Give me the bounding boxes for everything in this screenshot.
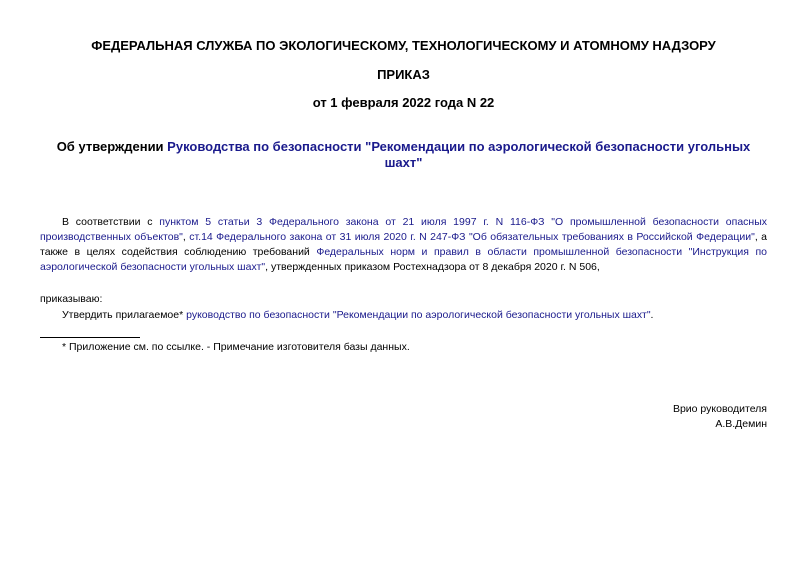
agency-name: ФЕДЕРАЛЬНАЯ СЛУЖБА ПО ЭКОЛОГИЧЕСКОМУ, ТЕХНОЛОГИЧЕСКОМУ И АТОМНОМУ НАДЗОРУ bbox=[91, 38, 716, 53]
preamble-text-4: , утвержденных приказом Ростехнадзора от 8 декабря 2020 г. N 506, bbox=[265, 261, 600, 273]
footnote-divider bbox=[40, 337, 140, 338]
title-link[interactable]: Руководства по безопасности "Рекомендации по аэрологической безопасности угольных шахт" bbox=[167, 139, 751, 170]
signatory-name: А.В.Демин bbox=[715, 418, 767, 430]
preamble-paragraph bbox=[40, 215, 767, 275]
preamble-text-2: , bbox=[182, 231, 190, 243]
federal-norms-link[interactable]: Федеральных норм и правил в области промышленной безопасности "Инструкция по аэрологической безопасности угольных шахт" bbox=[40, 246, 767, 273]
law-116-link[interactable]: пунктом 5 статьи 3 Федерального закона от 21 июля 1997 г. N 116-ФЗ "О промышленной безопасности опасных производственных объектов" bbox=[40, 216, 767, 243]
law-247-link[interactable]: ст.14 Федерального закона от 31 июля 2020 г. N 247-ФЗ "Об обязательных требованиях в Российской Федерации" bbox=[189, 231, 755, 243]
order-date: от 1 февраля 2022 года N 22 bbox=[312, 95, 495, 110]
document-title bbox=[40, 139, 767, 171]
document-type: ПРИКАЗ bbox=[377, 67, 430, 82]
guidance-link[interactable]: руководство по безопасности "Рекомендации по аэрологической безопасности угольных шахт" bbox=[186, 309, 651, 321]
approve-text-1: Утвердить прилагаемое* bbox=[62, 309, 187, 321]
preamble-text-3: , а также в целях содействия соблюдению требований bbox=[40, 231, 767, 258]
approve-paragraph bbox=[40, 308, 767, 323]
footnote: * Приложение см. по ссылке. - Примечание изготовителя базы данных. bbox=[62, 341, 410, 353]
title-prefix: Об утверждении bbox=[56, 139, 168, 154]
signatory-position: Врио руководителя bbox=[672, 403, 767, 415]
approve-text-2: . bbox=[650, 309, 654, 321]
order-label: приказываю: bbox=[40, 293, 103, 305]
preamble-text-1: В соответствии с bbox=[62, 216, 160, 228]
